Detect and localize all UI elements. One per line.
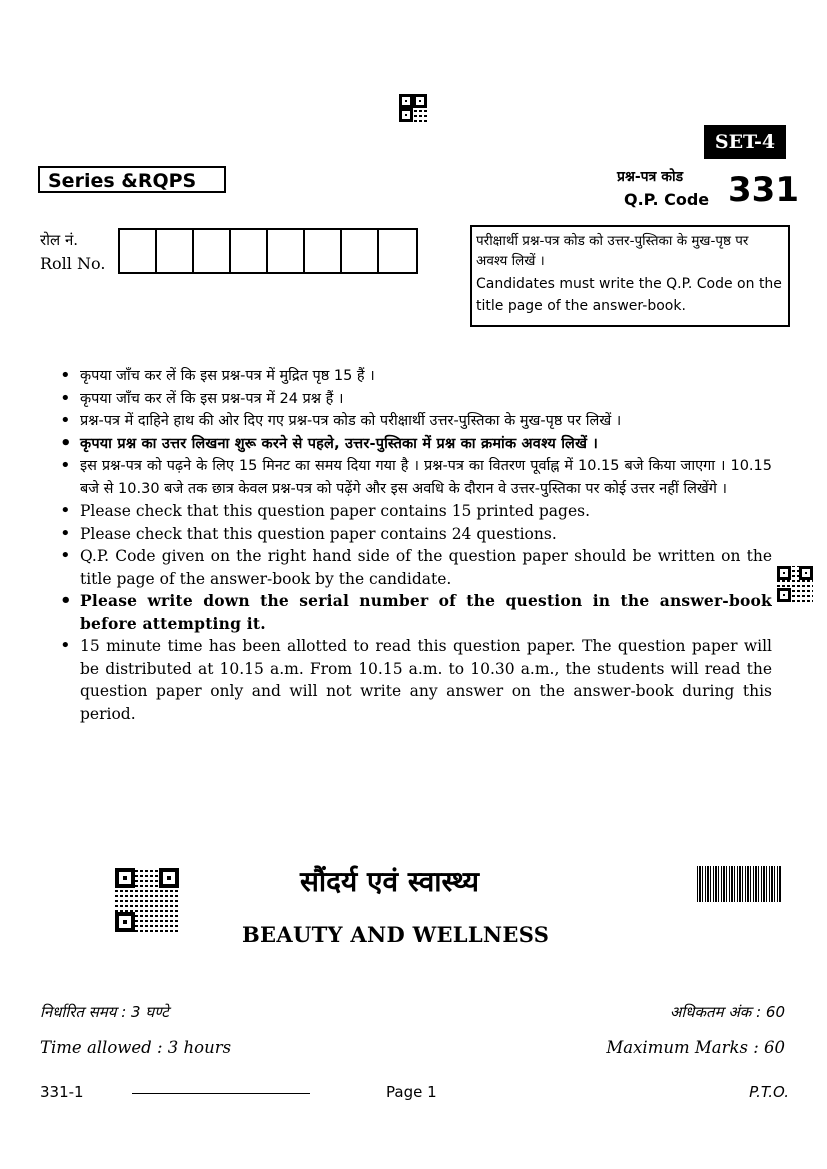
qp-code-label-en: Q.P. Code xyxy=(624,190,710,209)
instructions-list xyxy=(56,365,772,725)
roll-cell xyxy=(194,230,231,272)
qp-code-value: 331 xyxy=(728,170,799,210)
notice-en: Candidates must write the Q.P. Code on the title page of the answer-book. xyxy=(476,276,782,314)
instruction-item: • प्रश्न-पत्र में दाहिने हाथ की ओर दिए गए प्रश्न-पत्र कोड को परीक्षार्थी उत्तर-पुस्तिका के मुख-पृष्ठ पर लिखें । xyxy=(56,410,772,433)
time-allowed-en: Time allowed : 3 hours xyxy=(40,1038,232,1057)
instruction-item: • 15 minute time has been allotted to read this question paper. The question paper will be distributed at 10.15 a.m. From 10.15 a.m. to 10.30 a.m., the students will read the question paper only and will not write any answer on the answer-book during this period. xyxy=(56,635,772,725)
footer-rule xyxy=(132,1093,310,1094)
subject-title-en: BEAUTY AND WELLNESS xyxy=(242,922,550,947)
qr-code-icon xyxy=(399,94,427,122)
roll-cell xyxy=(120,230,157,272)
set-badge: SET-4 xyxy=(704,125,786,159)
roll-number-boxes xyxy=(118,228,418,274)
qp-code-label-hi: प्रश्न-पत्र कोड xyxy=(617,169,684,185)
roll-label-en: Roll No. xyxy=(40,254,106,273)
qr-code-icon xyxy=(115,868,179,932)
series-label: Series &RQPS xyxy=(38,166,226,193)
roll-cell xyxy=(157,230,194,272)
pto-label: P.T.O. xyxy=(749,1083,789,1101)
subject-title-hi: सौंदर्य एवं स्वास्थ्य xyxy=(300,865,479,898)
instruction-item: • कृपया जाँच कर लें कि इस प्रश्न-पत्र में मुद्रित पृष्ठ 15 हैं । xyxy=(56,365,772,388)
roll-cell xyxy=(305,230,342,272)
max-marks-en: Maximum Marks : 60 xyxy=(606,1038,785,1057)
instruction-item: • इस प्रश्न-पत्र को पढ़ने के लिए 15 मिनट का समय दिया गया है । प्रश्न-पत्र का वितरण पूर्वाह्न में 10.15 बजे किया जाएगा । 10.15 बजे से 10.30 बजे तक छात्र केवल प्रश्न-पत्र को पढ़ेंगे और इस अवधि के दौरान वे उत्तर-पुस्तिका पर कोई उत्तर नहीं लिखेंगे । xyxy=(56,455,772,500)
roll-cell xyxy=(231,230,268,272)
instruction-item: • कृपया जाँच कर लें कि इस प्रश्न-पत्र में 24 प्रश्न हैं । xyxy=(56,388,772,411)
instruction-item: • Please write down the serial number of the question in the answer-book before attempting it. xyxy=(56,590,772,635)
roll-cell xyxy=(379,230,416,272)
max-marks-hi: अधिकतम अंक : 60 xyxy=(669,1003,785,1021)
roll-label-hi: रोल नं. xyxy=(40,231,79,249)
roll-cell xyxy=(342,230,379,272)
instruction-item: • Please check that this question paper contains 24 questions. xyxy=(56,523,772,546)
barcode-icon xyxy=(697,866,781,902)
qr-code-icon xyxy=(777,566,813,602)
qp-code-notice xyxy=(470,225,790,327)
instruction-item: • Please check that this question paper contains 15 printed pages. xyxy=(56,500,772,523)
notice-hi: परीक्षार्थी प्रश्न-पत्र कोड को उत्तर-पुस्तिका के मुख-पृष्ठ पर अवश्य लिखें । xyxy=(476,233,749,269)
roll-cell xyxy=(268,230,305,272)
instruction-item: • Q.P. Code given on the right hand side of the question paper should be written on the title page of the answer-book by the candidate. xyxy=(56,545,772,590)
instruction-item: • कृपया प्रश्न का उत्तर लिखना शुरू करने से पहले, उत्तर-पुस्तिका में प्रश्न का क्रमांक अवश्य लिखें । xyxy=(56,433,772,456)
paper-code: 331-1 xyxy=(40,1083,84,1101)
time-allowed-hi: निर्धारित समय : 3 घण्टे xyxy=(40,1003,169,1021)
page-number: Page 1 xyxy=(386,1083,437,1101)
